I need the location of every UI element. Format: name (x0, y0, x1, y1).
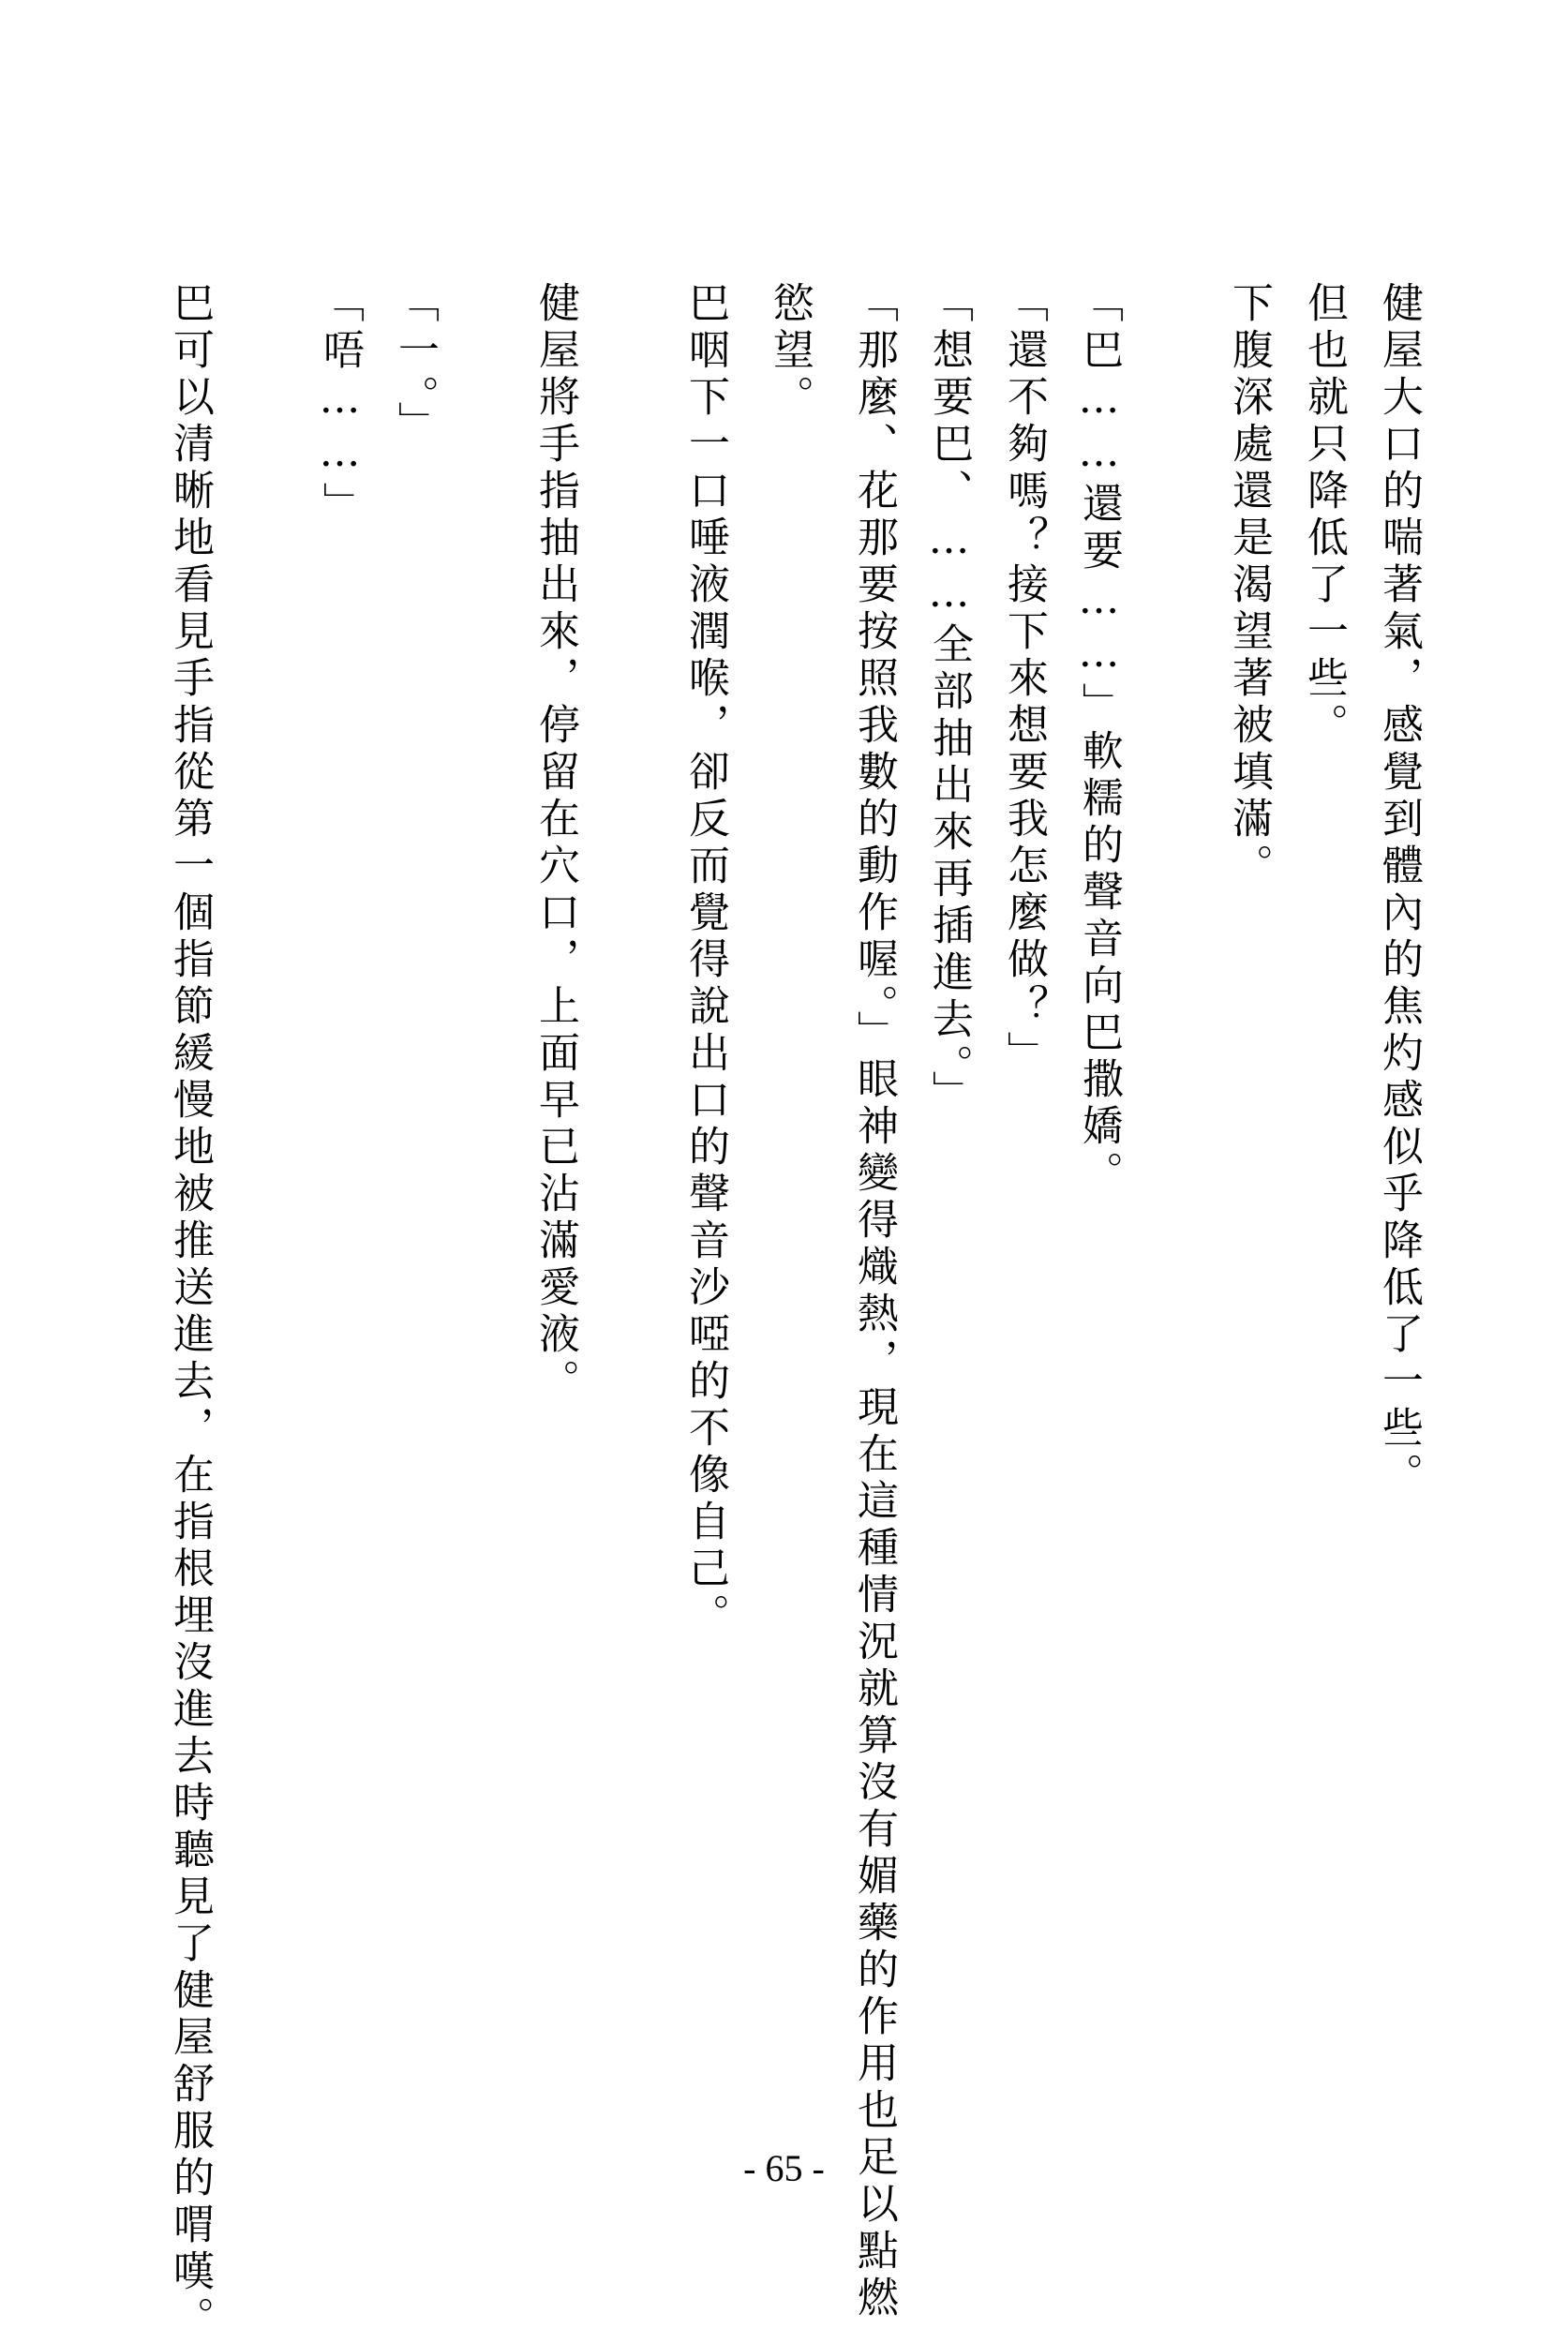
text-line: 「想要巴、……全部抽出來再插進去。」 (925, 281, 973, 1117)
text-line: 下腹深處還是渴望著被填滿。 (1225, 281, 1273, 890)
text-line: 「還不夠嗎？接下來想要我怎麼做？」 (1000, 281, 1048, 1078)
text-line: 健屋大口的喘著氣，感覺到體內的焦灼感似乎降低了一些。 (1375, 281, 1423, 1500)
text-line: 健屋將手指抽出來，停留在穴口，上面早已沾滿愛液。 (531, 281, 579, 1406)
text-line: 慾望。 (766, 281, 814, 422)
page-number: - 65 - (743, 2147, 825, 2189)
text-line: 「巴……還要……」軟糯的聲音向巴撒嬌。 (1075, 281, 1123, 1198)
text-line: 巴可以清晰地看見手指從第一個指節緩慢地被推送進去，在指根埋沒進去時聽見了健屋舒服的喟嘆。 (166, 281, 214, 2343)
text-line: 巴咽下一口唾液潤喉，卻反而覺得說出口的聲音沙啞的不像自己。 (681, 281, 729, 1640)
text-line: 但也就只降低了一些。 (1300, 281, 1348, 750)
text-line: 「一。」 (391, 281, 439, 448)
text-line: 「那麼、花那要按照我數的動作喔。」眼神變得熾熱，現在這種情況就算沒有媚藥的作用也足以點燃 (850, 281, 898, 2322)
text-line: 「唔……」 (316, 281, 364, 529)
